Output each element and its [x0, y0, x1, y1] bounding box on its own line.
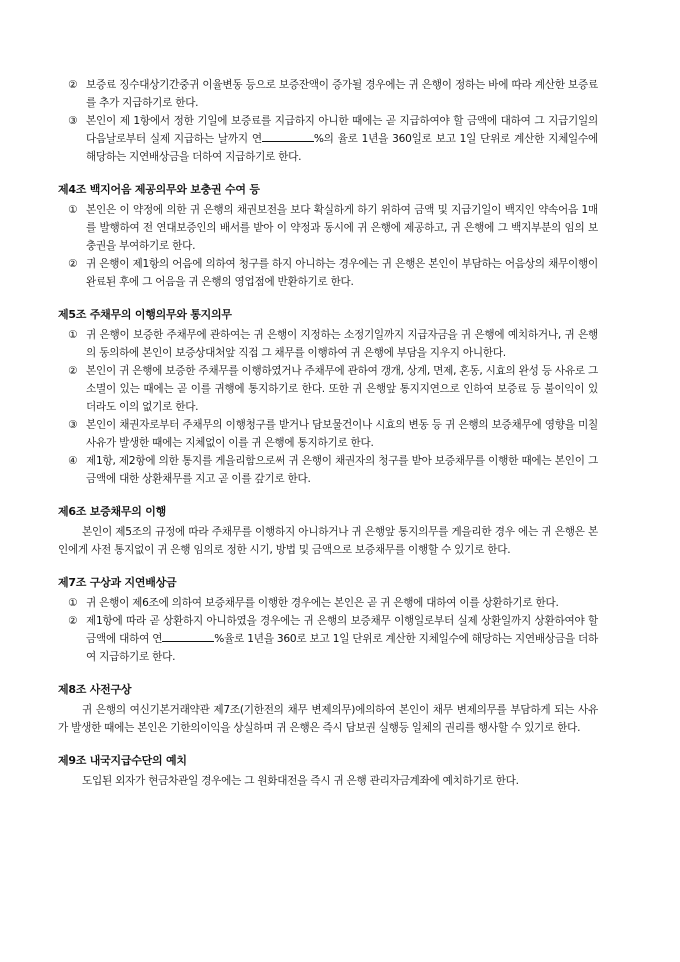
item-text: 귀 은행이 제1항의 어음에 의하여 청구를 하지 아니하는 경우에는 귀 은행은 본인이 부담하는 어음상의 채무이행이 완료된 후에 그 어음을 귀 은행의 영업점에 반환하기로 한다.	[86, 258, 598, 288]
article-5-item-3	[58, 416, 598, 452]
article-5-item-1	[58, 326, 598, 362]
item-text: 본인이 채권자로부터 주채무의 이행청구를 받거나 담보물건이나 시효의 변동 등 귀 은행의 보증채무에 영향을 미칠 사유가 발생한 때에는 지체없이 이를 귀 은행에 통지하기로 한다.	[86, 419, 598, 449]
article-3-item-3	[58, 112, 598, 166]
article-9-title: 제9조 내국지급수단의 예치	[58, 754, 187, 767]
article-8	[58, 681, 598, 737]
item-number: ②	[68, 365, 78, 377]
rate-blank	[162, 630, 214, 642]
item-text-before: 제1항에 따라 곧 상환하지 아니하였을 경우에는 귀 은행의 보증채무 이행일로부터 실제 상환일까지 상환하여야 할 금액에 대하여 연	[86, 615, 598, 645]
item-number: ②	[68, 79, 78, 91]
item-number: ②	[68, 615, 78, 627]
item-text-after: %율로 1년을 360로 보고 1일 단위로 계산한 지체일수에 해당하는 지연배상금을 더하여 지급하기로 한다.	[86, 633, 598, 663]
item-text: 본인이 귀 은행에 보증한 주채무를 이행하였거나 주채무에 관하여 갱개, 상계, 면제, 혼동, 시효의 완성 등 사유로 그 소멸이 있는 때에는 곧 이를 귀행에 통지하기로 한다. 또한 귀 은행앞 통지지연으로 인하여 보증료 등 불이익이 있더라도 이의 없기로 한다.	[86, 365, 598, 413]
item-number: ①	[68, 329, 78, 341]
item-number: ②	[68, 258, 78, 270]
article-4-item-1	[58, 201, 598, 255]
article-9-text: 도입된 외자가 현금차관일 경우에는 그 원화대전을 즉시 귀 은행 관리자금계좌에 예치하기로 한다.	[82, 775, 519, 787]
article-7	[58, 574, 598, 666]
article-8-title: 제8조 사전구상	[58, 683, 132, 696]
item-number: ④	[68, 455, 78, 467]
rate-blank	[262, 130, 314, 142]
article-7-title: 제7조 구상과 지연배상금	[58, 576, 177, 589]
article-8-text: 귀 은행의 여신기본거래약관 제7조(기한전의 채무 변제의무)에의하여 본인이 채무 변제의무를 부담하게 되는 사유가 발생한 때에는 본인은 기한의이익을 상실하며 귀 은행은 즉시 담보권 실행등 일체의 권리를 행사할 수 있기로 한다.	[58, 704, 598, 734]
item-text: 귀 은행이 보증한 주채무에 관하여는 귀 은행이 지정하는 소정기일까지 지급자금을 귀 은행에 예치하거나, 귀 은행의 동의하에 본인이 보증상대처앞 직접 그 채무를 이행하여 귀 은행에 부담을 지우지 아니한다.	[86, 329, 598, 359]
article-3-continuation	[58, 76, 598, 166]
item-number: ③	[68, 419, 78, 431]
item-number: ③	[68, 115, 78, 127]
item-number: ①	[68, 204, 78, 216]
item-text-after: %의 율로 1년을 360일로 보고 1일 단위로 계산한 지체일수에 해당하는 지연배상금을 더하여 지급하기로 한다.	[86, 133, 598, 163]
item-text: 본인은 이 약정에 의한 귀 은행의 채권보전을 보다 확실하게 하기 위하여 금액 및 지급기일이 백지인 약속어음 1매를 발행하여 전 연대보증인의 배서를 받아 이 약정과 동시에 귀 은행에 제공하고, 귀 은행에 그 백지부분의 임의 보충권을 부여하기로 한다.	[86, 204, 598, 252]
article-5	[58, 306, 598, 488]
item-number: ①	[68, 597, 78, 609]
article-6	[58, 503, 598, 559]
article-7-item-2	[58, 612, 598, 666]
article-5-item-2	[58, 362, 598, 416]
article-3-item-2	[58, 76, 598, 112]
item-text: 귀 은행이 제6조에 의하여 보증채무를 이행한 경우에는 본인은 곧 귀 은행에 대하여 이를 상환하기로 한다.	[86, 597, 559, 609]
article-6-text: 본인이 제5조의 규정에 따라 주채무를 이행하지 아니하거나 귀 은행앞 통지의무를 게을리한 경우 에는 귀 은행은 본인에게 사전 통지없이 귀 은행 임의로 정한 시기, 방법 및 금액으로 보증채무를 이행할 수 있기로 한다.	[58, 526, 598, 556]
item-text-before: 본인이 제 1항에서 정한 기일에 보증료를 지급하지 아니한 때에는 곧 지급하여야 할 금액에 대하여 그 지급기일의 다음날로부터 실제 지급하는 날까지 연	[86, 115, 598, 145]
item-text: 제1항, 제2항에 의한 통지를 게을리함으로써 귀 은행이 채권자의 청구를 받아 보증채무를 이행한 때에는 본인이 그 금액에 대한 상환채무를 지고 곧 이를 갚기로 한다.	[86, 455, 598, 485]
article-4-title: 제4조 백지어음 제공의무와 보충권 수여 등	[58, 183, 260, 196]
article-5-item-4	[58, 452, 598, 488]
article-7-item-1	[58, 594, 598, 612]
article-6-title: 제6조 보증채무의 이행	[58, 505, 166, 518]
article-5-title: 제5조 주채무의 이행의무와 통지의무	[58, 308, 232, 321]
item-text: 보증료 징수대상기간중귀 이율변동 등으로 보증잔액이 증가될 경우에는 귀 은행이 정하는 바에 따라 계산한 보증료를 추가 지급하기로 한다.	[86, 79, 598, 109]
article-4-item-2	[58, 255, 598, 291]
article-4	[58, 181, 598, 291]
article-9	[58, 752, 598, 790]
